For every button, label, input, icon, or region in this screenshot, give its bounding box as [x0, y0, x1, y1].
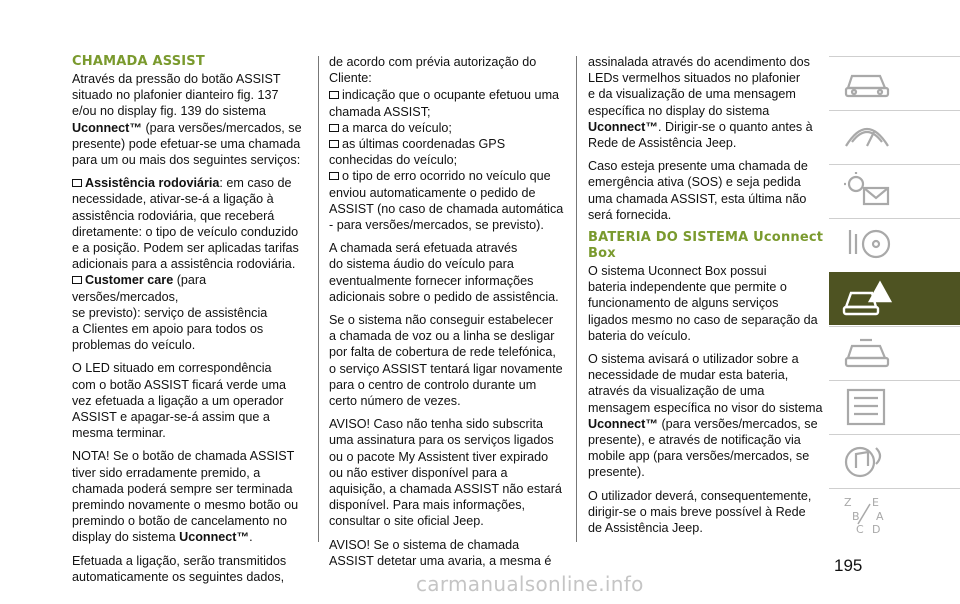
multimedia-icon [842, 440, 892, 482]
instruments-icon [842, 116, 892, 156]
col3-paragraph-notify: O sistema avisará o utilizador sobre a necessidade de mudar esta bateria, através da visualização de uma mensagem específica no visor do sistema Uconnect™ (para versões/mercados, se presente), e através de notificação via mobile app (para versões/mercados, se presente). [588, 352, 823, 480]
col1-paragraph-data: Efetuada a ligação, serão transmitidos automaticamente os seguintes dados, [72, 553, 287, 584]
column-divider-2 [576, 56, 577, 542]
tab-safety[interactable] [829, 218, 960, 272]
tab-car-overview[interactable] [829, 56, 960, 110]
bullet-box-icon [72, 179, 82, 187]
tab-specs[interactable] [829, 380, 960, 434]
svg-text:E: E [872, 496, 879, 509]
col1-paragraph-1: Através da pressão do botão ASSIST situado no plafonier dianteiro fig. 137 e/ou no display fig. 139 do sistema Uconnect™ (para versões/mercados, se presente) pode efetuar-se uma chamada para um ou mais dos seguintes serviços: [72, 72, 302, 168]
col2-warning-fault: AVISO! Se o sistema de chamada ASSIST detetar uma avaria, a mesma é [329, 537, 552, 568]
heading-chamada-assist: CHAMADA ASSIST [72, 54, 205, 69]
col3-paragraph-1: assinalada através do acendimento dos LEDs vermelhos situados no plafonier e da visualização de uma mensagem específica no display do sistema Uconnect™. Dirigir-se o quanto antes à Rede de Assistência Jeep. [588, 55, 813, 151]
svg-text:Z: Z [844, 496, 852, 509]
warning-car-icon [842, 277, 892, 319]
col2-paragraph-retry: Se o sistema não conseguir estabelecer a chamada de voz ou a linha se desligar por falta de cobertura de rede telefónica, o serviço ASSIST tentará ligar novamente para o centro de controlo durante um certo número de vezes. [329, 313, 563, 409]
tab-multimedia[interactable] [829, 434, 960, 488]
chapter-sidebar [829, 56, 960, 556]
column-2 [329, 54, 565, 576]
bullet-box-icon [329, 124, 339, 132]
watermark: carmanualsonline.info [416, 572, 644, 596]
col2-paragraph-1: de acordo com prévia autorização do Cliente: [329, 55, 537, 86]
tab-index[interactable] [829, 488, 960, 542]
tab-lights[interactable] [829, 164, 960, 218]
tab-instruments[interactable] [829, 110, 960, 164]
col3-paragraph-sos: Caso esteja presente uma chamada de emergência ativa (SOS) e seja pedida uma chamada ASSIST, esta última não será fornecida. [588, 159, 808, 222]
svg-text:C: C [856, 523, 864, 536]
bullet-item: indicação que o ocupante efetuou uma chamada ASSIST; [329, 88, 560, 119]
column-3 [588, 54, 824, 543]
lights-mail-icon [842, 170, 892, 210]
page-number: 195 [834, 556, 863, 575]
safety-icon [842, 224, 892, 264]
bullet-item: as últimas coordenadas GPS conhecidas do veículo; [329, 137, 506, 168]
col2-warning-subscription: AVISO! Caso não tenha sido subscrita uma assinatura para os serviços ligados ou o pacote My Assistent tiver expirado ou não estiver disponível para a aquisição, a chamada ASSIST não estará disponível. Para mais informações, consultar o site oficial Jeep. [329, 417, 562, 529]
svg-text:A: A [876, 510, 884, 523]
bullet-item: o tipo de erro ocorrido no veículo que enviou automaticamente o pedido de ASSIST (no caso de chamada automática - para versões/mercados, se previsto). [329, 169, 564, 233]
bullet-roadside-assistance: Assistência rodoviária: em caso de necessidade, ativar-se-á a ligação à assistência rodoviária, que receberá diretamente: o tipo de veículo conduzido e a posição. Podem ser aplicadas tarifas adicionais para a assistência rodoviária. [72, 176, 299, 272]
col2-bullet-list [329, 87, 565, 233]
bullet-item: a marca do veículo; [329, 120, 565, 136]
heading-bateria: BATERIA DO SISTEMA Uconnect Box [588, 230, 824, 262]
svg-text:B: B [852, 510, 860, 523]
col1-note: NOTA! Se o botão de chamada ASSIST tiver sido erradamente premido, a chamada poderá sempre ser terminada premindo novamente o mesmo botão ou premindo o botão de cancelamento no display do sistema Uconnect™. [72, 449, 299, 545]
maintenance-car-icon [842, 332, 892, 372]
bullet-box-icon [329, 172, 339, 180]
column-divider-1 [318, 56, 319, 542]
car-overview-icon [842, 62, 892, 102]
svg-text:D: D [872, 523, 881, 536]
col2-paragraph-audio: A chamada será efetuada através do sistema áudio do veículo para eventualmente fornecer informações adicionais sobre o pedido de assistência. [329, 241, 559, 304]
bullet-box-icon [329, 91, 339, 99]
col1-paragraph-led: O LED situado em correspondência com o botão ASSIST ficará verde uma vez efetuada a ligação a um operador ASSIST e apagar-se-á assim que a mesma terminar. [72, 361, 286, 441]
bullet-box-icon [72, 276, 82, 284]
col3-paragraph-user: O utilizador deverá, consequentemente, dirigir-se o mais breve possível à Rede de Assistência Jeep. [588, 488, 812, 536]
bullet-box-icon [329, 140, 339, 148]
column-1 [72, 54, 312, 592]
tab-emergency[interactable] [829, 272, 960, 325]
index-icon [842, 494, 892, 536]
bullet-customer-care: Customer care (para versões/mercados, se previsto): serviço de assistência a Clientes em apoio para todos os problemas do veículo. [72, 273, 268, 353]
tab-maintenance[interactable] [829, 326, 960, 380]
col3-paragraph-battery: O sistema Uconnect Box possui bateria independente que permite o funcionamento de alguns serviços ligados mesmo no caso de separação da bateria do veículo. [588, 264, 818, 343]
specs-icon [842, 386, 892, 428]
